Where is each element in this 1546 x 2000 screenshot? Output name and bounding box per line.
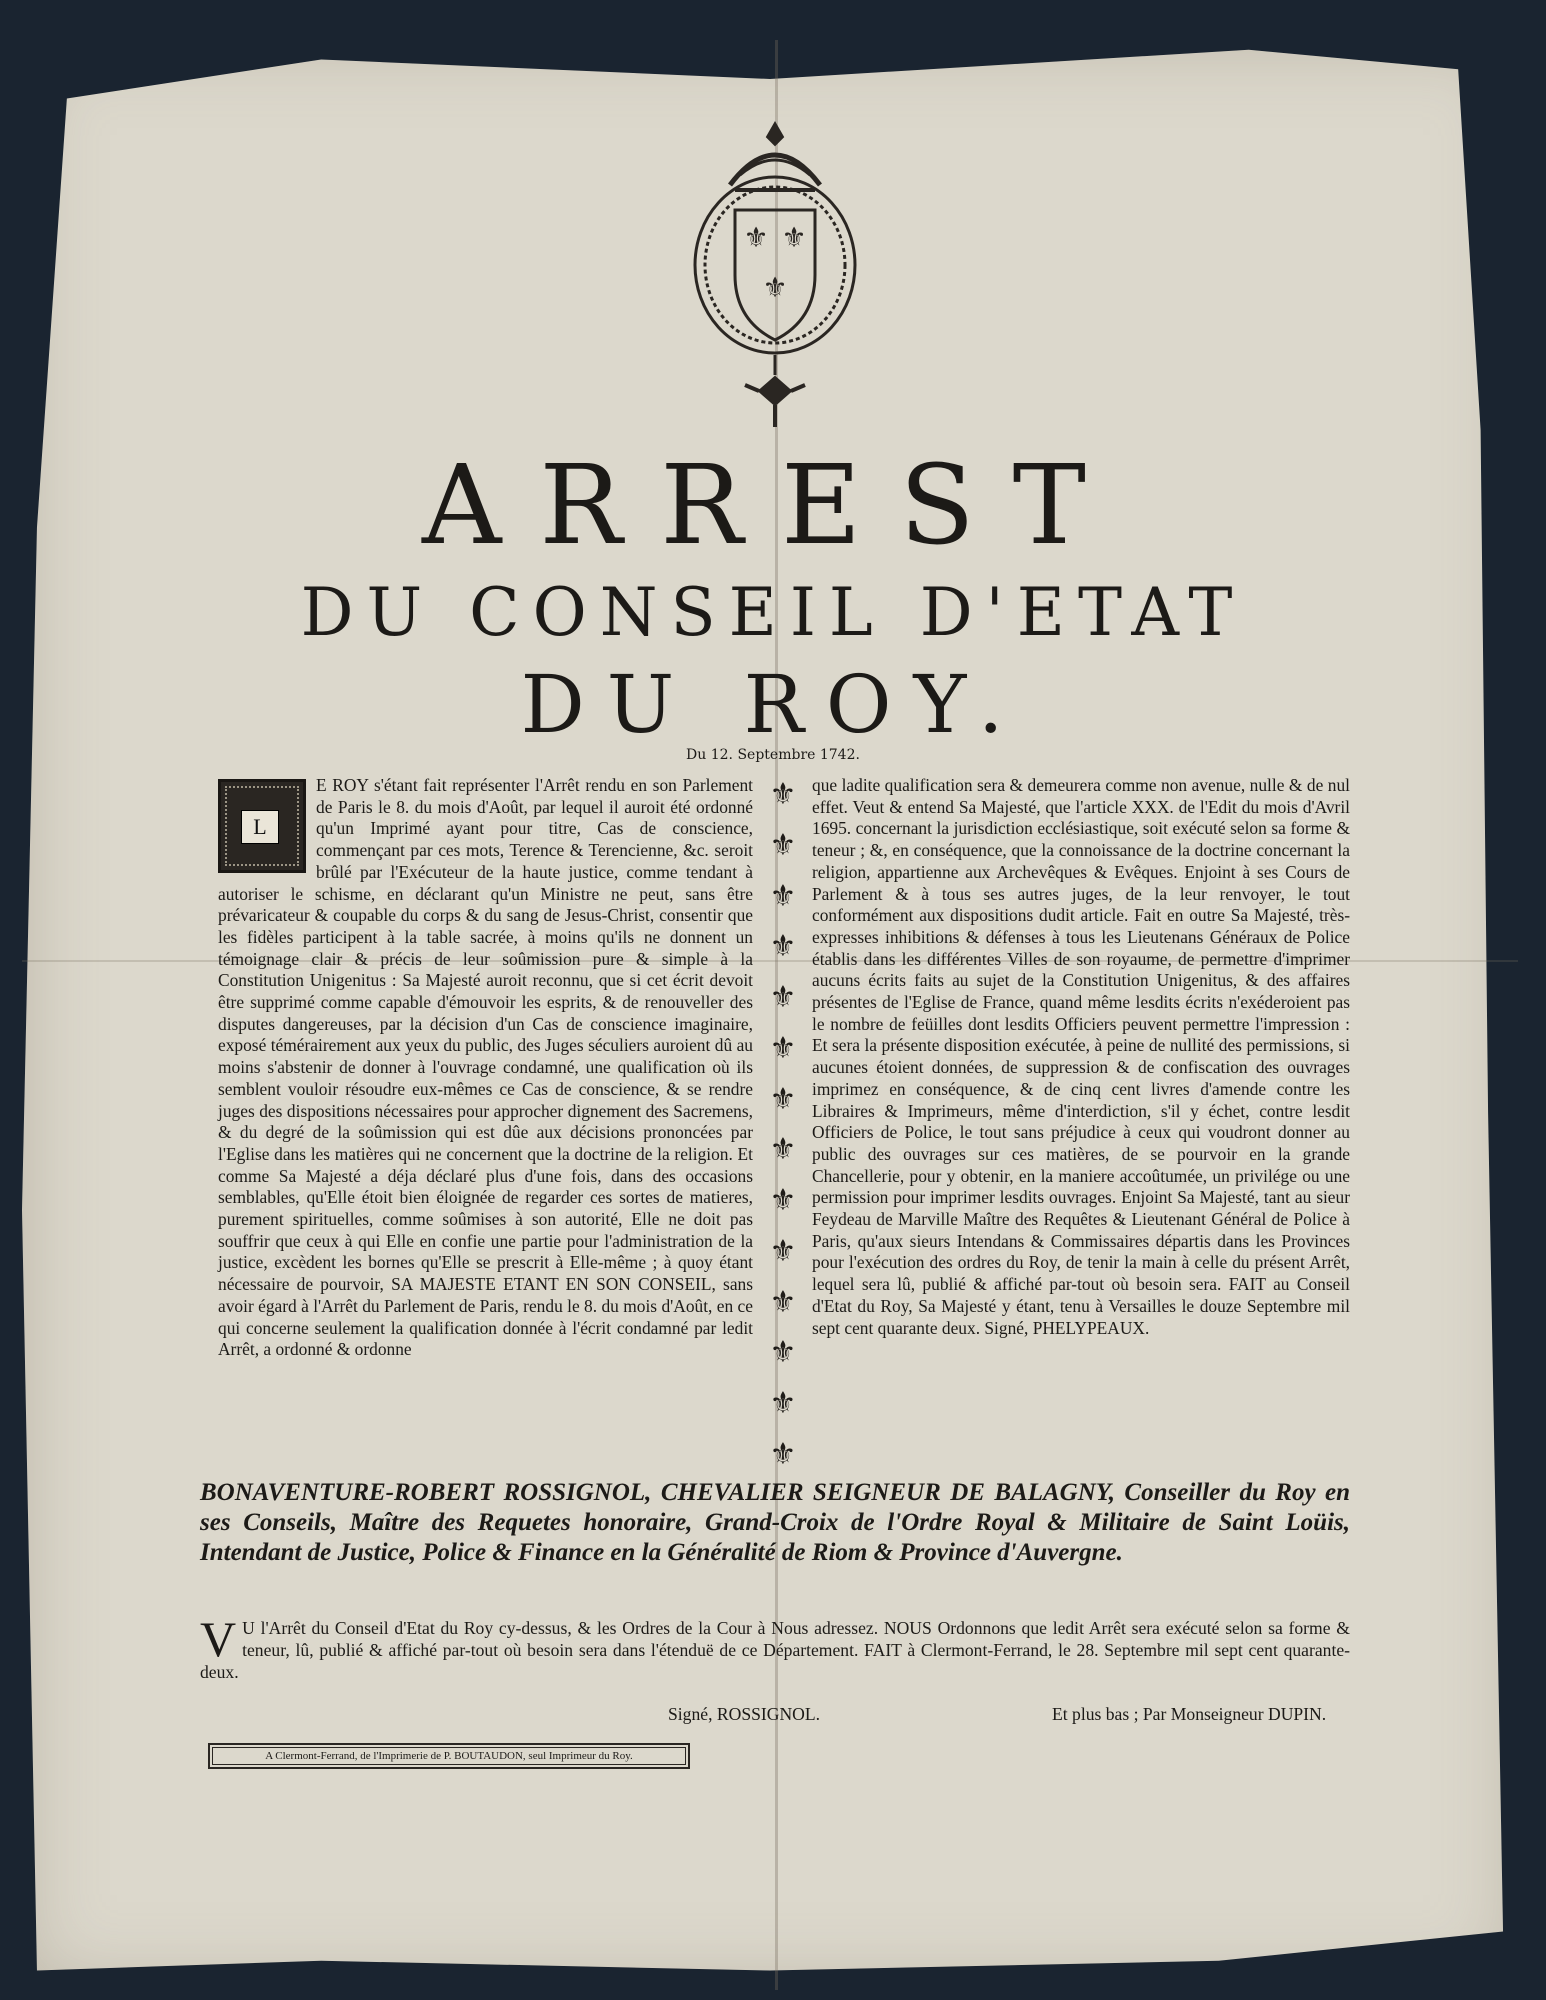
left-column-text: E ROY s'étant fait représenter l'Arrêt rendu en son Parlement de Paris le 8. du mois d'Août, par lequel il auroit été ordonné qu'un Imprimé ayant pour titre, Cas de conscience, commençant par ces mots, Terence & Terencienne, &c. seroit brûlé par l'Exécuteur de la haute justice, comme tendant à autoriser le schisme, en déclarant qu'un Ministre ne peut, sans être prévaricateur & coupable du corps & du sang de Jesus-Christ, consentir que les fidèles participent à la table sacrée, à moins qu'ils ne donnent un témoignage clair & précis de leur soûmission pure & simple à la Constitution Unigenitus : Sa Majesté auroit reconnu, que si cet écrit devoit être supprimé comme capable d'émouvoir les esprits, & de renouveller des disputes dangereuses, par la décision d'un Cas de conscience imaginaire, exposé témérairement aux yeux du public, des Juges séculiers auroient dû au moins s'abstenir de donner à l'ouvrage condamné, une qualification où ils semblent vouloir résoudre eux-mêmes ce Cas de conscience, & se rendre juges des dispositions nécessaires pour approcher dignement des Sacremens, & du degré de la soûmission qui est dûe aux décisions prononcées par l'Eglise dans les matières qui ne concernent que la doctrine de la religion. Et comme Sa Majesté a déja déclaré plus d'une fois, dans des occasions semblables, qu'Elle étoit bien éloignée de regarder ces sortes de matieres, purement spirituelles, comme soûmises à son autorité, Elle ne doit pas souffrir que ceux à qui Elle en confie une partie pour l'administration de la justice, excèdent les bornes qu'Elle se prescrit à Elle-même ; à quoy étant nécessaire de pourvoir, SA MAJESTE ETANT EN SON CONSEIL, sans avoir égard à l'Arrêt du Parlement de Paris, rendu le 8. du mois d'Août, en ce qui concerne seulement la qualification donnée à l'écrit condamné par ledit Arrêt, a ordonné & ordonne [218,775,753,1360]
fleur-de-lis-divider [758,777,808,1472]
ordinance-text: U l'Arrêt du Conseil d'Etat du Roy cy-dessus, & les Ordres de la Cour à Nous adressez. NOUS Ordonnons que ledit Arrêt sera exécuté selon sa forme & teneur, lû, publié & affiché par-tout où besoin sera dans l'étenduë de ce Département. FAIT à Clermont-Ferrand, le 28. Septembre mil sept cent quarante-deux. [200,1618,1350,1682]
dropcap-letter: L [241,810,279,844]
decree-date: Du 12. Septembre 1742. [686,747,860,763]
royal-coat-of-arms-emblem [680,115,870,435]
document-subtitle: DU CONSEIL D'ETAT [300,574,1246,651]
fleur-de-lis-icon: ⚜ [769,827,797,863]
svg-text:⚜: ⚜ [743,221,769,254]
right-text-column [812,775,1350,1339]
fleur-de-lis-icon: ⚜ [769,1335,797,1371]
fleur-de-lis-icon: ⚜ [769,1030,797,1066]
svg-text:⚜: ⚜ [781,221,807,254]
fleur-de-lis-icon: ⚜ [769,1132,797,1168]
right-column-text: que ladite qualification sera & demeurera comme non avenue, nulle & de nul effet. Veut & entend Sa Majesté, que l'article XXX. de l'Edit du mois d'Avril 1695. concernant la jurisdiction ecclésiastique, soit exécuté selon sa forme & teneur ; &, en conséquence, que la connoissance de la doctrine concernant la religion, appartienne aux Archevêques & Evêques. Enjoint à ses Cours de Parlement & à tous ses autres juges, de la leur renvoyer, le tout conformément aux dispositions dudit article. Fait en outre Sa Majesté, très-expresses inhibitions & défenses à tous les Lieutenans Généraux de Police établis dans les différentes Villes de son royaume, de permettre d'imprimer aucuns écrits faits au sujet de la Constitution Unigenitus, & des affaires présentes de l'Eglise de France, quand même lesdits écrits n'exéderoient pas le nombre de feüilles dont lesdits Officiers peuvent permettre l'impression : Et sera la présente disposition exécutée, à peine de nullité des permissions, si aucunes étoient données, de suppression & de confiscation des ouvrages imprimez en conséquence, & de cinq cent livres d'amende contre les Libraires & Imprimeurs, même d'interdiction, s'il y échet, contre lesdit Officiers de Police, le tout sans préjudice à ceux qui voudront donner au public des ouvrages sur ces matières, de se pourvoir en la grande Chancellerie, pour y obtenir, en la maniere accoûtumée, un privilége ou une permission pour imprimer lesdits ouvrages. Enjoint Sa Majesté, tant au sieur Feydeau de Marville Maître des Requêtes & Lieutenant Général de Police à Paris, qu'aux sieurs Intendans & Commissaires départis dans les Provinces pour l'exécution des ordres du Roy, de tenir la main à celle du présent Arrêt, lequel sera lû, publié & affiché par-tout où besoin sera. FAIT au Conseil d'Etat du Roy, Sa Majesté y étant, tenu à Versailles le douze Septembre mil sept cent quarante deux. Signé, PHELYPEAUX. [812,775,1350,1338]
left-text-column [218,775,753,1361]
printer-imprint: A Clermont-Ferrand, de l'Imprimerie de P. BOUTAUDON, seul Imprimeur du Roy. [208,1743,690,1769]
fleur-de-lis-icon: ⚜ [769,1183,797,1219]
ordinance-initial: V [200,1611,237,1667]
fleur-de-lis-icon: ⚜ [769,1436,797,1472]
fleur-de-lis-icon: ⚜ [769,1386,797,1422]
fleur-de-lis-icon: ⚜ [769,1284,797,1320]
fleur-de-lis-icon: ⚜ [769,1233,797,1269]
signature-rossignol: Signé, ROSSIGNOL. [668,1704,821,1724]
fleur-de-lis-icon: ⚜ [769,1081,797,1117]
fleur-de-lis-icon: ⚜ [769,777,797,812]
fleur-de-lis-icon: ⚜ [769,929,797,965]
signature-dupin: Et plus bas ; Par Monseigneur DUPIN. [1052,1704,1327,1724]
fleur-de-lis-icon: ⚜ [769,878,797,914]
document-subtitle-2: DU ROY. [520,658,1026,751]
intendant-title-block: BONAVENTURE-ROBERT ROSSIGNOL, CHEVALIER SEIGNEUR DE BALAGNY, Conseiller du Roy en ses Conseils, Maître des Requetes honoraire, Grand-Croix de l'Ordre Royal & Militaire de Saint Loüis, Intendant de Justice, Police & Finance en la Généralité de Riom & Province d'Auvergne. [200,1479,1350,1566]
fleur-de-lis-icon: ⚜ [769,980,797,1016]
document-title: ARREST [421,441,1125,569]
svg-text:⚜: ⚜ [762,271,788,304]
ornamental-dropcap [218,779,306,873]
ordinance-paragraph [200,1611,1350,1683]
